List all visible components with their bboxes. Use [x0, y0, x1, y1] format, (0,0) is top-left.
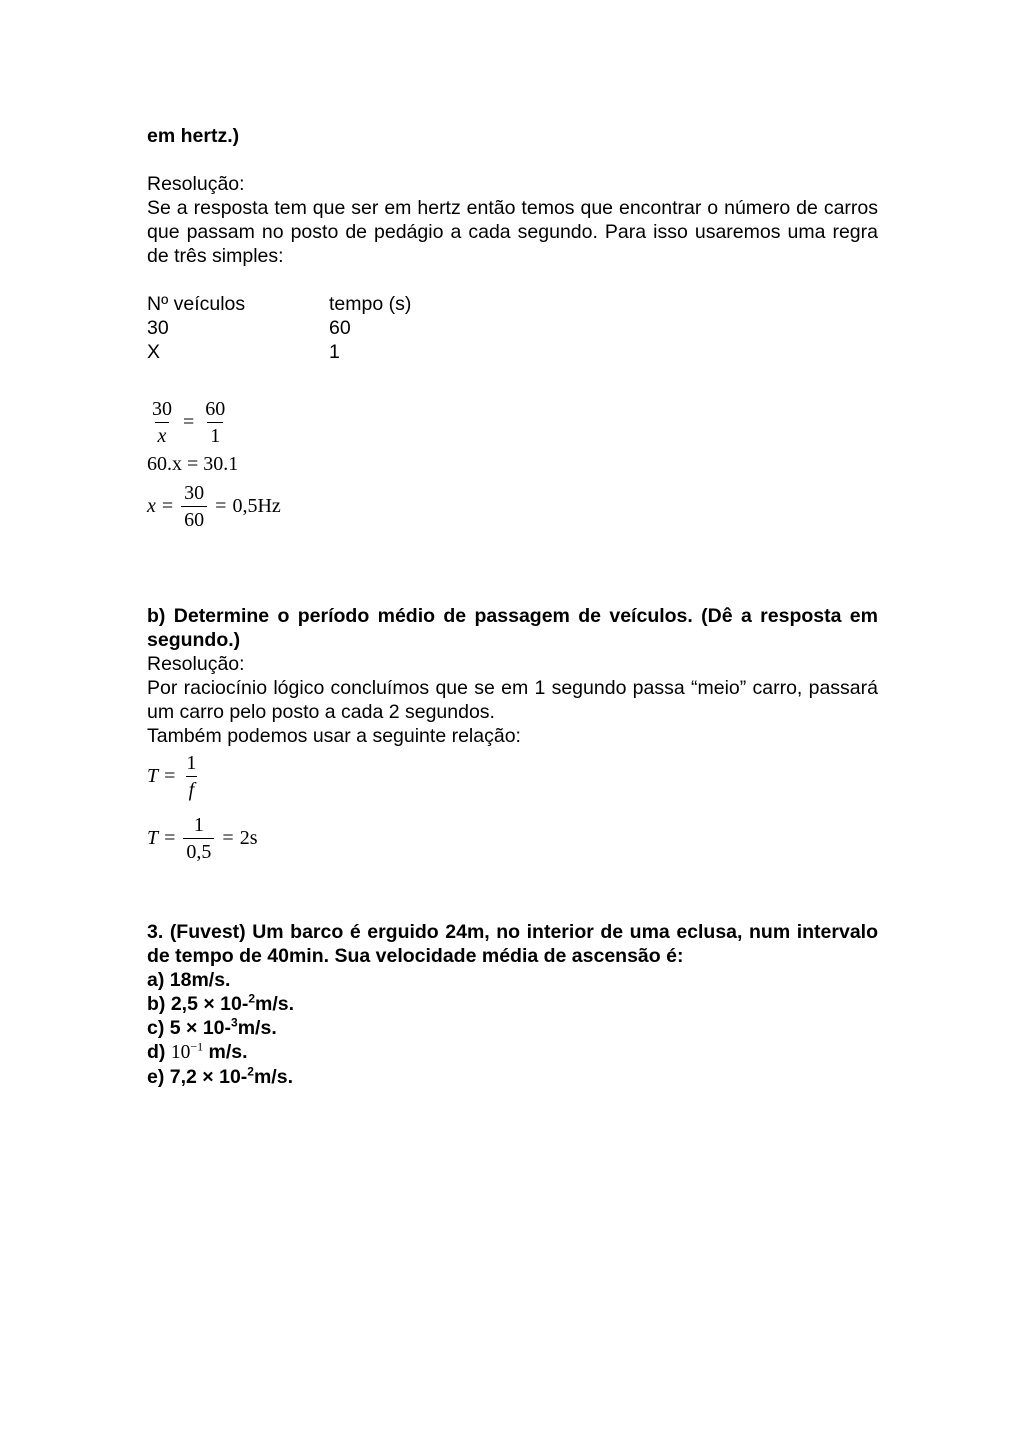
resolution-paragraph: Por raciocínio lógico concluímos que se em 1 segundo passa “meio” carro, passará um carro pelo posto a cada 2 segundos.	[147, 677, 878, 723]
question-3: 3. (Fuvest) Um barco é erguido 24m, no interior de uma eclusa, num intervalo de tempo de 40min. Sua velocidade média de ascensão é:	[147, 921, 878, 967]
option-e: e) 7,2 × 10-$^2$m/s.	[147, 1064, 293, 1088]
question-b: b) Determine o período médio de passagem de veículos. (Dê a resposta em segundo.)	[147, 605, 878, 651]
option-d: d) $10^{-1}$ m/s.	[147, 1039, 248, 1063]
equation-proportion: $\frac{30}{x}$ = $\frac{60}{1}$	[147, 394, 878, 450]
fraction: $\frac{30}{60}$	[181, 483, 207, 530]
resolution-paragraph: Se a resposta tem que ser em hertz então temos que encontrar o número de carros que passam no posto de pedágio a cada segundo. Para isso usaremos uma regra de três simples:	[147, 197, 878, 267]
fraction: $\frac{1}{0,5}$	[183, 815, 214, 862]
table-header: tempo (s)	[329, 293, 412, 315]
rule-of-three-table	[147, 292, 878, 364]
table-cell: 60	[329, 317, 351, 339]
resolution-label: Resolução:	[147, 173, 245, 195]
fraction: $\frac{1}{f}$	[186, 751, 197, 801]
equation-frequency: x = $\frac{30}{60}$ = 0,5Hz	[147, 481, 281, 531]
document-page	[147, 124, 878, 1089]
fraction: $\frac{60}{1}$	[205, 397, 226, 447]
table-header: Nº veículos	[147, 293, 246, 315]
question-fragment: em hertz.)	[147, 125, 240, 147]
equation-cross-multiply: 60.x = 30.1	[147, 453, 239, 475]
table-cell: 30	[147, 317, 169, 339]
table-cell: 1	[329, 341, 340, 363]
resolution-label: Resolução:	[147, 653, 245, 675]
equation-period-result: T = $\frac{1}{0,5}$ = 2s	[147, 813, 258, 863]
fraction: $\frac{30}{x}$	[152, 397, 172, 447]
option-a: a) 18m/s.	[147, 969, 231, 991]
relation-text: Também podemos usar a seguinte relação:	[147, 725, 521, 747]
option-b: b) 2,5 × 10-$^2$m/s.	[147, 991, 295, 1015]
table-cell: X	[147, 341, 161, 363]
equation-period: T = $\frac{1}{f}$	[147, 748, 878, 804]
option-c: c) 5 × 10-$^3$m/s.	[147, 1015, 277, 1039]
